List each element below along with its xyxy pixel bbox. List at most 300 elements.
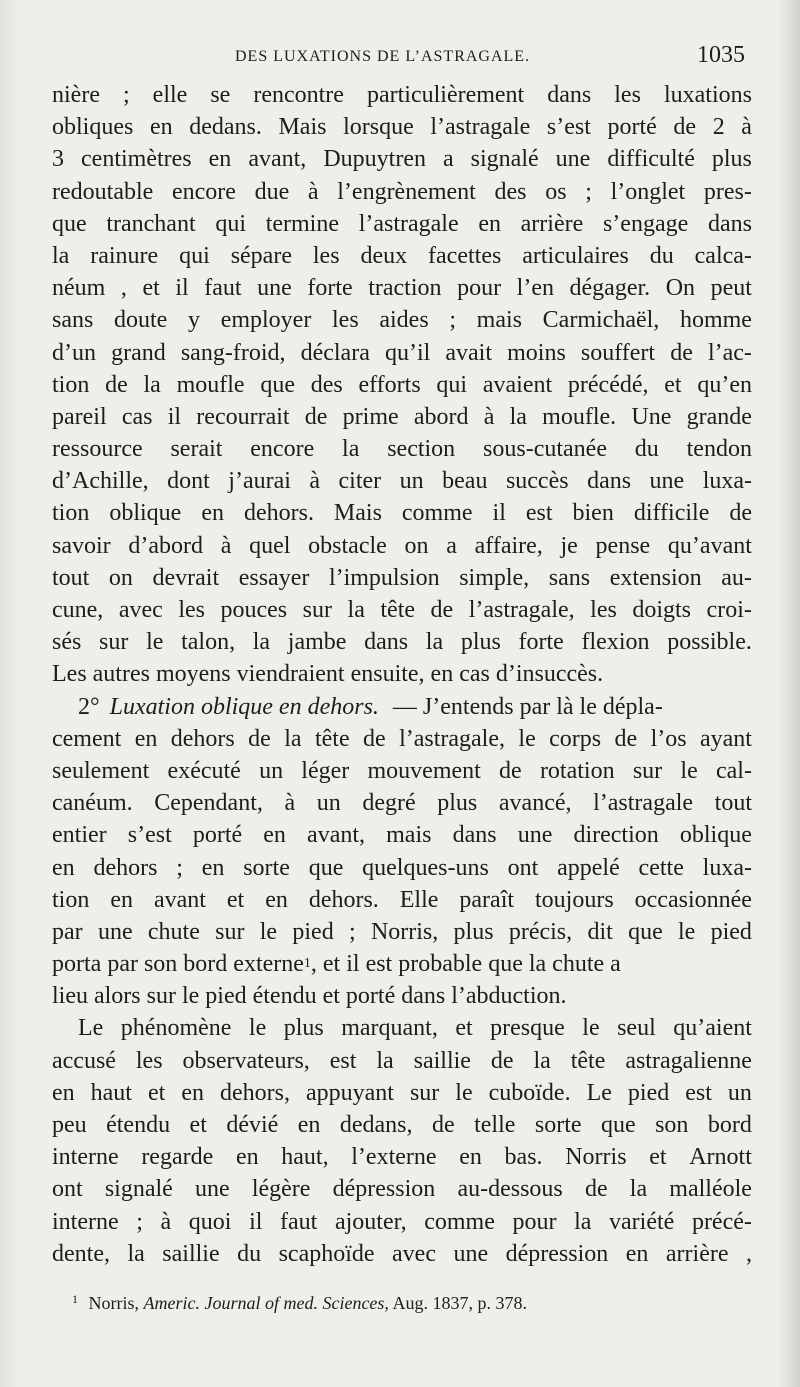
text-line [52,497,752,529]
word: en [297,1112,321,1138]
word: , [746,1240,752,1267]
word: en [478,210,501,237]
page-number: 1035 [697,42,745,68]
word: y [188,307,201,334]
word: précé- [691,1208,752,1235]
word: scaphoïde [278,1240,375,1267]
footnote-ref: Aug. 1837, p. 378. [392,1293,527,1313]
word: j’aurai [228,468,291,495]
word: étendu [106,1112,171,1138]
footnote-journal: Americ. Journal of med. Sciences, [143,1293,389,1313]
word: la [574,1208,592,1235]
word: qu’aient [673,1015,752,1042]
word: flexion [581,629,650,656]
word: à [220,532,232,559]
word: due [254,178,290,205]
word: dans [707,210,752,237]
word: de [431,1112,455,1138]
word: regarde [141,1144,214,1171]
word: haut, [281,1144,329,1171]
word: un [727,1079,752,1106]
word: de [673,114,697,141]
word: et [189,1112,207,1138]
word: il [249,1208,263,1235]
text-line [52,176,752,208]
word: luxa- [702,854,752,881]
word: le [680,757,698,784]
word: l’onglet [610,178,686,205]
word: le [455,1079,473,1106]
word: degré [362,790,416,817]
word: il [167,403,182,430]
word: avait [445,339,493,366]
word: croi- [706,597,752,623]
text-line [52,594,752,626]
text-line [52,304,752,336]
word: simple, [459,564,530,591]
word: l’externe [351,1144,437,1171]
word: souffert [580,339,656,366]
word: de [430,597,454,623]
word: une [649,468,685,495]
word: plus [283,1015,324,1042]
word: au- [721,564,752,591]
word: pied [710,918,752,945]
text-segment: porta par son bord externe [52,951,304,978]
word: ; [136,1208,143,1235]
text-line [52,208,752,240]
word: aides [379,307,429,334]
word: arrière [520,210,584,237]
word: dedans. [189,114,262,141]
word: plus [437,790,478,817]
word: a [443,146,454,173]
body-text [52,79,752,1270]
word: une [195,1176,230,1203]
text-line [52,1141,752,1173]
word: bien [572,500,614,527]
word: l’os [650,725,687,752]
text-line [52,1238,752,1270]
word: qui [179,242,210,269]
word: cas [121,403,153,430]
word: telle [474,1112,516,1138]
word: appelé [557,854,620,881]
word: Norris, [370,918,439,945]
word: que [600,1112,636,1138]
text-line [52,272,752,304]
word: la [143,371,161,398]
word: qu’en [697,371,752,398]
text-line [52,240,752,272]
word: l’ac- [707,339,752,366]
word: en [134,725,158,752]
word: il [492,500,506,527]
word: cal- [715,757,752,784]
word: exécuté [167,757,241,784]
word: l’astragale [358,210,459,237]
word: pouces [220,597,288,623]
word: paraît [459,886,515,913]
word: cette [638,854,684,881]
word: Cependant, [154,790,263,817]
word: en [625,1240,649,1267]
word: et [226,886,245,913]
word: en [459,1144,482,1171]
word: pareil [52,403,107,430]
paragraph-3 [52,1012,752,1270]
word: calca- [694,242,752,269]
text-line [52,819,752,851]
word: occasionnée [634,886,752,913]
text-line [52,787,752,819]
text-line [52,143,752,175]
word: d’abord [128,532,204,559]
word: de [584,1176,608,1203]
word: peu [52,1112,87,1138]
word: lorsque [343,114,414,141]
word: traction [368,275,442,302]
word: les [178,597,205,623]
word: Dupuytren [323,146,426,173]
word: On [665,275,696,302]
word: Arnott [689,1144,752,1171]
word: le [678,918,696,945]
word: et [142,275,160,302]
word: plus [460,629,501,656]
word: que [308,854,344,881]
page-header [0,42,800,72]
footnote-author: Norris, [88,1293,139,1313]
section-heading-line [52,691,752,723]
word: grande [686,403,752,430]
word: ; [122,82,130,108]
word: jambe [287,629,347,656]
word: l’astragale [430,114,531,141]
word: en [265,886,288,913]
word: dehors. [243,500,314,527]
word: arrière [665,1240,729,1267]
word: , [120,275,127,302]
footnote-mark: 1 [72,1292,78,1306]
word: sur [215,918,245,945]
word: dans [364,629,409,656]
word: avancé, [498,790,572,817]
word: tout [52,564,90,591]
word: mais [476,307,522,334]
word: malléole [669,1176,752,1203]
section-title: Luxation oblique en dehors. [109,693,379,720]
word: se [210,82,231,108]
word: la [252,629,271,656]
word: entier [52,822,107,849]
word: toujours [535,886,614,913]
word: moins [507,339,566,366]
word: rainure [90,242,159,269]
word: qui [215,210,246,237]
word: seulement [52,757,150,784]
text-line [52,433,752,465]
word: sans [52,307,94,334]
word: rencontre [253,82,344,108]
word: variété [609,1208,675,1235]
word: avaient [482,371,553,398]
word: l’astragale, [468,597,575,623]
word: les [590,597,617,623]
text-line [52,755,752,787]
word: l’engrènement [337,178,476,205]
text-line: Les autres moyens viendraient ensuite, en cas d’insuccès. [52,661,604,688]
word: en [52,854,75,881]
word: sés [52,629,82,656]
text-line [52,337,752,369]
word: Elle [399,886,439,913]
word: oblique [679,822,752,849]
word: dente, [52,1240,110,1267]
word: du [634,436,659,463]
word: elle [152,82,188,108]
word: pied [292,918,334,945]
word: 3 [52,146,64,173]
word: affaire, [474,532,543,559]
word: dépression [332,1176,436,1203]
word: la [52,242,70,269]
word: interne [52,1208,119,1235]
section-number: 2° [78,693,100,720]
section-first-line: — J’entends par là le dépla- [392,693,663,720]
word: appuyant [305,1079,394,1106]
word: interne [52,1144,119,1171]
word: sur [409,1079,440,1106]
word: sur [632,757,663,784]
word: la [127,1240,145,1267]
word: grand [111,339,166,366]
word: du [237,1240,262,1267]
text-line [52,723,752,755]
text-line [52,626,752,658]
word: d’Achille, [52,468,149,495]
word: ; [348,918,356,945]
word: marquant, [341,1015,438,1042]
word: seul [617,1015,656,1042]
word: s’engage [602,210,689,237]
word: s’est [546,114,591,141]
text-line [52,79,752,111]
text-line: lieu alors sur le pied étendu et porté dans l’abduction. [52,983,567,1010]
word: tion [52,371,90,398]
word: en [110,886,133,913]
word: en [201,500,224,527]
word: une [453,1240,489,1267]
word: efforts [358,371,421,398]
word: difficile [633,500,710,527]
word: tête [314,725,350,752]
word: déclara [300,339,370,366]
word: obstacle [308,532,387,559]
word: prime [342,403,399,430]
word: tête [570,1047,606,1074]
word: précédé, [567,371,649,398]
word: à [307,178,319,205]
text-line [52,1109,752,1141]
word: porté [607,114,657,141]
word: homme [679,307,752,334]
word: ressource [52,436,143,463]
word: les [135,1047,163,1074]
word: termine [265,210,339,237]
word: obliques [52,114,134,141]
word: plus [711,146,752,173]
word: talon, [181,629,236,656]
word: que [52,210,87,237]
word: 2 [712,114,725,141]
word: est [329,1047,357,1074]
word: recourrait [196,403,290,430]
word: dont [167,468,210,495]
word: de [105,371,128,398]
word: redoutable [52,178,154,205]
word: Mais [333,500,382,527]
word: mais [386,822,432,849]
word: dit [587,918,613,945]
word: s’est [127,822,172,849]
word: Carmichaël, [542,307,660,334]
word: tête [380,597,416,623]
word: de [490,1047,514,1074]
word: léger [301,757,350,784]
word: Le [78,1015,104,1042]
word: bord [707,1112,752,1138]
word: tranchant [106,210,196,237]
text-line [52,1012,752,1044]
word: les [312,242,340,269]
word: qu’avant [667,532,752,559]
word: le [146,629,164,656]
word: sur [302,597,333,623]
word: la [284,725,302,752]
word: bas. [504,1144,543,1171]
text-line [52,401,752,433]
word: un [259,757,284,784]
word: la [376,1047,394,1074]
word: corps [549,725,602,752]
word: mouvement [367,757,481,784]
word: le [248,1015,267,1042]
word: dehors. [308,886,379,913]
word: possible. [667,629,752,656]
word: nière [52,82,100,108]
word: ; [585,178,592,205]
word: sépare [230,242,292,269]
running-title: DES LUXATIONS DE L’ASTRAGALE. [235,48,531,65]
word: en [181,1079,204,1106]
word: signalé [470,146,539,173]
word: une [257,275,292,302]
word: avec [118,597,163,623]
word: au-dessous [457,1176,563,1203]
word: presque [490,1015,565,1042]
word: la [425,629,444,656]
word: néum [52,275,106,302]
word: articulaires [522,242,629,269]
word: devrait [152,564,220,591]
text-line [52,1045,752,1077]
word: est [685,1079,712,1106]
footnote [72,1292,527,1314]
word: encore [250,436,315,463]
word: en [208,146,232,173]
word: sur [99,629,129,656]
word: sans [548,564,591,591]
word: savoir [52,532,111,559]
text-line [52,852,752,884]
word: avant, [248,146,307,173]
text-line [52,916,752,948]
word: le [518,725,536,752]
word: astragalienne [625,1047,752,1074]
word: l’en [516,275,554,302]
word: pour [457,275,502,302]
word: Le [586,1079,612,1106]
word: de [614,725,638,752]
text-line [52,884,752,916]
word: ; [176,854,183,881]
word: succès [505,468,569,495]
word: Mais [278,114,327,141]
word: quoi [188,1208,232,1235]
word: faut [204,275,242,302]
word: à [309,468,321,495]
word: précis, [508,918,573,945]
word: légère [251,1176,311,1203]
paragraph-2 [52,723,752,1013]
word: difficulté [607,146,695,173]
word: et [455,1015,473,1042]
word: on [108,564,133,591]
paragraph-1 [52,79,752,691]
word: ajouter, [334,1208,407,1235]
text-line [52,530,752,562]
text-line [52,369,752,401]
word: en [235,1144,259,1171]
word: doute [114,307,168,334]
text-line [52,111,752,143]
word: essayer [238,564,310,591]
word: pres- [703,178,752,205]
word: cuboïde. [488,1079,571,1106]
word: forte [518,629,564,656]
word: tout [714,790,752,817]
word: saillie [413,1047,471,1074]
word: dehors [170,725,235,752]
footnote-reference: 1 [303,956,311,972]
text-line [52,465,752,497]
word: doigts [632,597,692,623]
word: centimètres [81,146,192,173]
word: luxa- [702,468,752,495]
word: extension [609,564,702,591]
word: de [499,757,522,784]
word: tion [52,500,90,527]
word: Une [631,403,672,430]
word: et [147,1079,166,1106]
word: la [342,436,360,463]
word: un [316,790,341,817]
word: deux [360,242,408,269]
word: pense [595,532,651,559]
word: dans [587,468,632,495]
word: l’astragale [593,790,694,817]
